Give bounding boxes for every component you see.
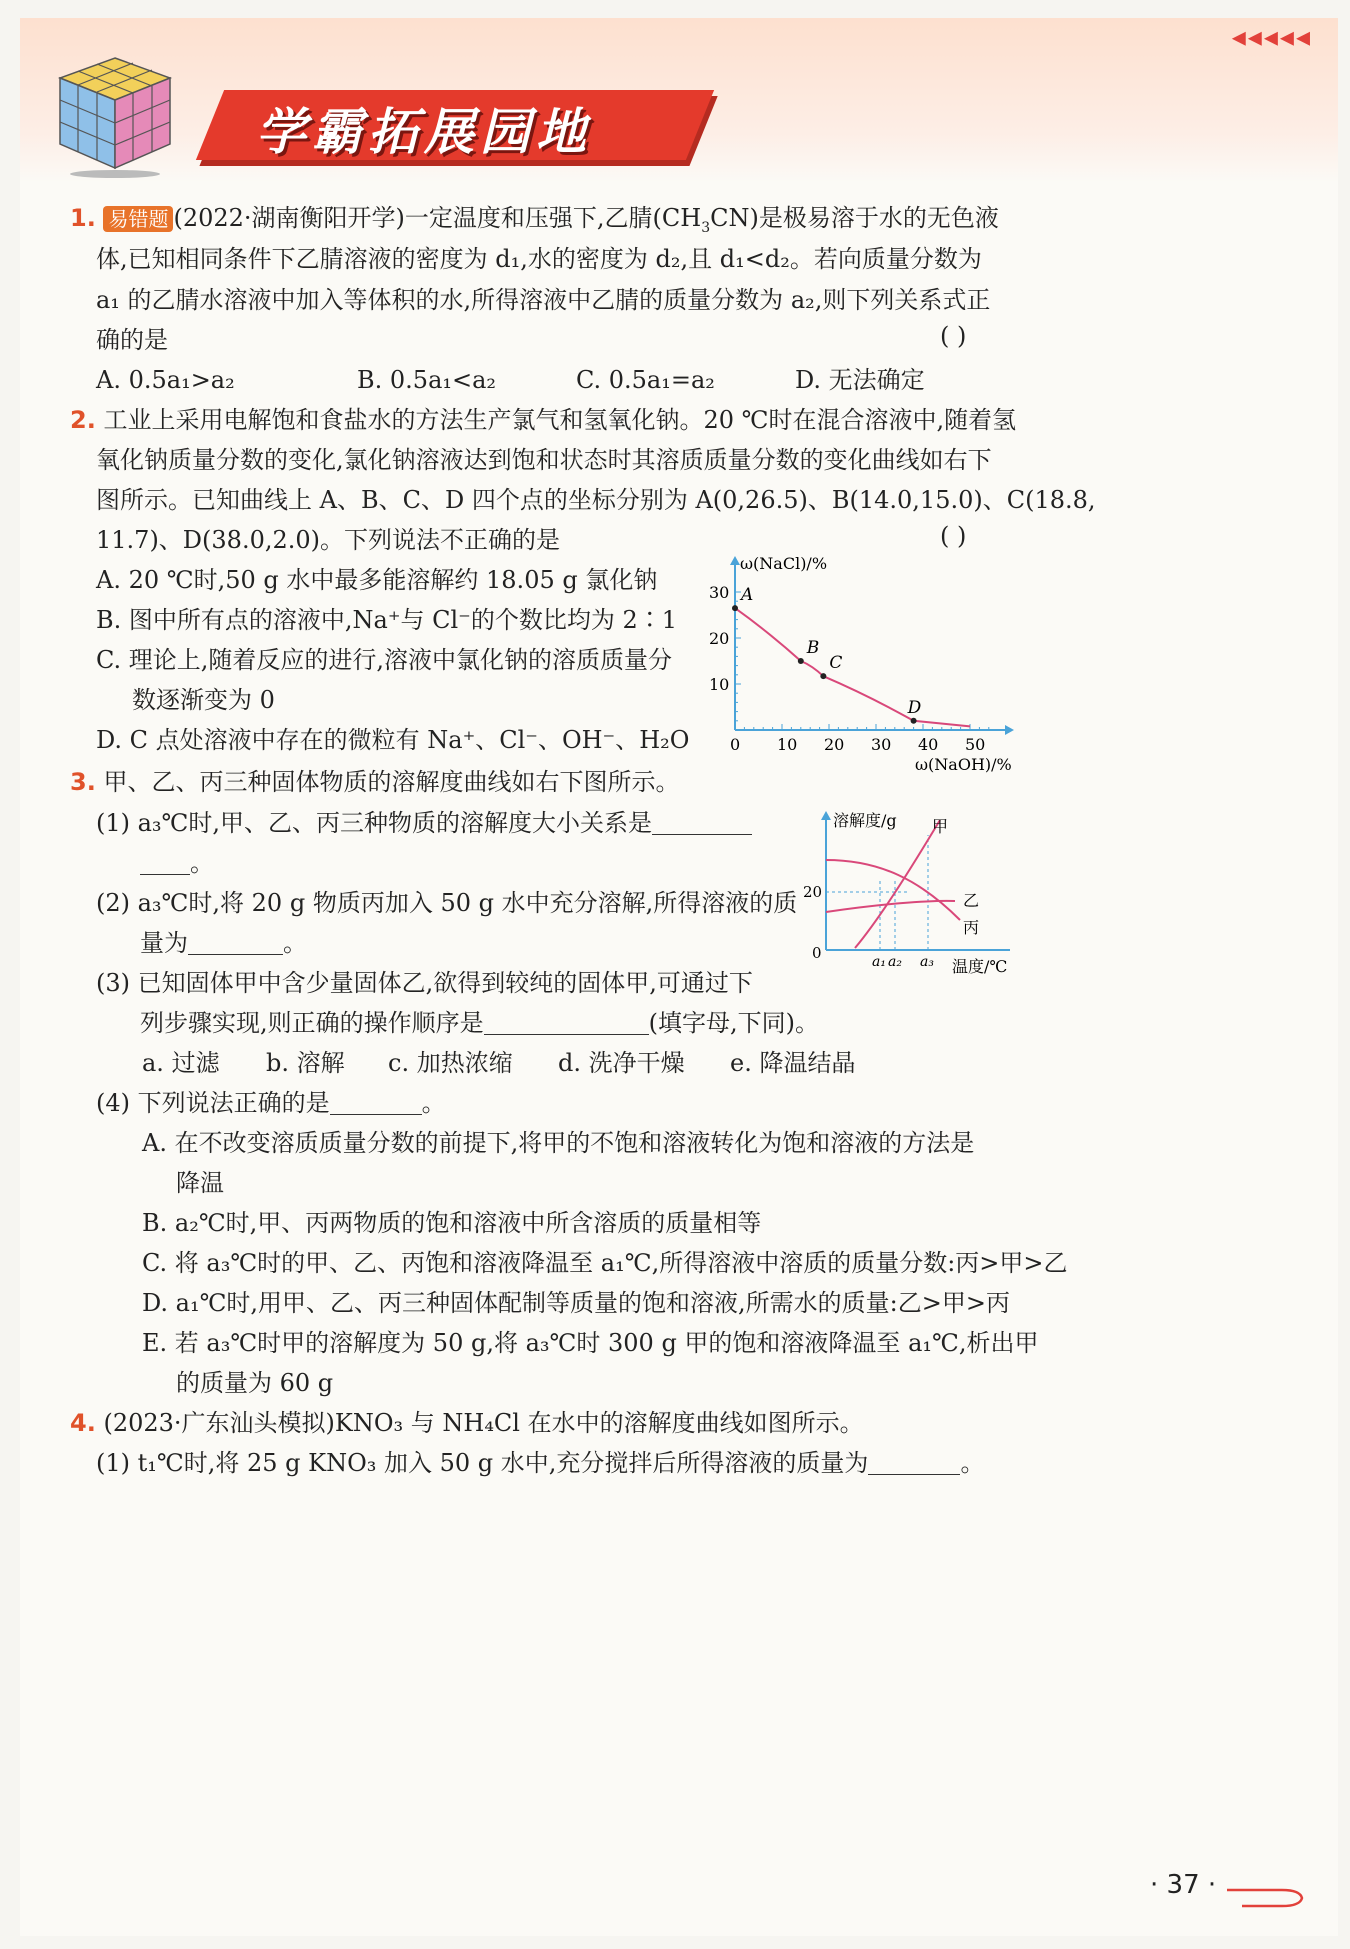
c2-ylabel: 溶解度/g: [833, 811, 897, 830]
c1-x-tick-label: 40: [918, 735, 939, 754]
c1-point-b: [798, 658, 804, 664]
c1-point-label-a: A: [741, 585, 754, 606]
q2-line4: 11.7)、D(38.0,2.0)。下列说法不正确的是: [96, 526, 561, 554]
c2-origin: 0: [812, 944, 822, 962]
c2-curve-bing: [826, 860, 960, 920]
q3-part4: (4) 下列说法正确的是 。: [96, 1089, 446, 1117]
c1-y-tick-label: 10: [709, 675, 730, 694]
c1-xlabel: ω(NaOH)/%: [915, 755, 1012, 774]
q2-number: 2.: [70, 406, 96, 434]
c2-label-bing: 丙: [963, 918, 980, 937]
q2-line3: 图所示。已知曲线上 A、B、C、D 四个点的坐标分别为 A(0,26.5)、B(14.0,15.0)、C(18.8,: [96, 486, 1096, 514]
q1-option-d: D. 无法确定: [795, 366, 925, 394]
rubiks-cube-icon: [50, 48, 180, 178]
q3-option-c: C. 将 a₃℃时的甲、乙、丙饱和溶液降温至 a₁℃,所得溶液中溶质的质量分数:丙>甲>乙: [142, 1249, 1068, 1277]
c1-y-arrow: [730, 556, 740, 565]
q1-line1: 1. 易错题 (2022·湖南衡阳开学)一定温度和压强下,乙腈$(CH_3CN)$是极易溶于水的无色液: [70, 204, 999, 236]
c1-x-tick-label: 30: [871, 735, 892, 754]
c1-y-tick-label: 20: [709, 629, 730, 648]
q3-option-d: D. a₁℃时,用甲、乙、丙三种固体配制等质量的饱和溶液,所需水的质量:乙>甲>丙: [142, 1289, 1010, 1317]
q3-option-b: B. a₂℃时,甲、丙两物质的饱和溶液中所含溶质的质量相等: [142, 1209, 762, 1237]
q3-part1-blank[interactable]: [652, 812, 752, 835]
q1-answer-paren: ( ): [940, 322, 967, 350]
c2-xlabel: 温度/℃: [952, 957, 1008, 976]
q4-part1: (1) t₁℃时,将 25 g KNO₃ 加入 50 g 水中,充分搅拌后所得溶液的质量为 。: [96, 1449, 985, 1477]
c1-x-tick-label: 10: [777, 735, 798, 754]
c1-nacl-curve: [735, 608, 970, 726]
c1-point-label-b: B: [806, 638, 820, 658]
q4-number: 4.: [70, 1409, 96, 1437]
c2-y-arrow: [821, 811, 831, 820]
q3-part3: (3) 已知固体甲中含少量固体乙,欲得到较纯的固体甲,可通过下: [96, 969, 753, 997]
nacl-naoh-chart: [700, 550, 1020, 780]
c2-xtick-a3: a₃: [920, 954, 934, 970]
q1-option-c: C. 0.5a₁=a₂: [576, 366, 715, 394]
c2-label-jia: 甲: [932, 817, 949, 836]
q1-option-b: B. 0.5a₁<a₂: [357, 366, 497, 394]
q2-option-a: A. 20 ℃时,50 g 水中最多能溶解约 18.05 g 氯化钠: [96, 566, 658, 594]
q3-step-c: c. 加热浓缩: [388, 1049, 513, 1077]
q4-line1: 4. (2023·广东汕头模拟)KNO₃ 与 NH₄Cl 在水中的溶解度曲线如图所示。: [70, 1409, 864, 1437]
q3-step-e: e. 降温结晶: [730, 1049, 856, 1077]
c2-curve-jia: [855, 820, 940, 948]
q2-option-b: B. 图中所有点的溶液中,Na⁺与 Cl⁻的个数比均为 2∶1: [96, 606, 678, 634]
q1-line4: 确的是: [96, 326, 168, 354]
solubility-chart: [800, 800, 1025, 985]
q3-part4-blank[interactable]: [330, 1092, 422, 1115]
q3-line1: 3. 甲、乙、丙三种固体物质的溶解度曲线如右下图所示。: [70, 768, 680, 796]
c1-y-tick-label: 30: [709, 583, 730, 602]
c1-ylabel: ω(NaCl)/%: [740, 554, 828, 573]
q1-line3: a₁ 的乙腈水溶液中加入等体积的水,所得溶液中乙腈的质量分数为 a₂,则下列关系式正: [96, 286, 991, 314]
c1-point-label-c: C: [829, 653, 843, 674]
c2-label-yi: 乙: [963, 891, 980, 910]
q3-number: 3.: [70, 768, 96, 796]
q3-part3-cont: 列步骤实现,则正确的操作顺序是 (填字母,下同)。: [140, 1009, 819, 1037]
q3-part2: (2) a₃℃时,将 20 g 物质丙加入 50 g 水中充分溶解,所得溶液的质: [96, 889, 798, 917]
q3-part2-blank[interactable]: [188, 932, 283, 955]
q2-line2: 氧化钠质量分数的变化,氯化钠溶液达到饱和状态时其溶质质量分数的变化曲线如右下: [96, 446, 992, 474]
c1-point-d: [911, 718, 917, 724]
q3-part1: (1) a₃℃时,甲、乙、丙三种物质的溶解度大小关系是: [96, 805, 752, 841]
c1-point-label-d: D: [907, 697, 922, 718]
q3-option-e: E. 若 a₃℃时甲的溶解度为 50 g,将 a₃℃时 300 g 甲的饱和溶液降温至 a₁℃,析出甲: [142, 1329, 1039, 1357]
q3-step-b: b. 溶解: [266, 1049, 345, 1077]
c1-x-tick-label: 50: [965, 735, 986, 754]
header-arrows: ◂◂◂◂◂: [1231, 20, 1312, 53]
q3-step-d: d. 洗净干燥: [558, 1049, 685, 1077]
q4-part1-blank[interactable]: [868, 1452, 960, 1475]
q1-line2: 体,已知相同条件下乙腈溶液的密度为 d₁,水的密度为 d₂,且 d₁<d₂。若向质量分数为: [96, 245, 982, 273]
c1-point-c: [820, 673, 826, 679]
c2-xtick-a2: a₂: [888, 954, 902, 970]
q1-number: 1.: [70, 204, 96, 232]
q2-answer-paren: ( ): [940, 522, 967, 550]
q3-part3-blank[interactable]: [484, 1012, 649, 1035]
q1-option-a: A. 0.5a₁>a₂: [96, 366, 235, 394]
q3-option-e-cont: 的质量为 60 g: [176, 1369, 334, 1397]
c1-x-arrow: [1005, 725, 1014, 735]
q2-option-c-cont: 数逐渐变为 0: [132, 686, 275, 714]
q3-option-a: A. 在不改变溶质质量分数的前提下,将甲的不饱和溶液转化为饱和溶液的方法是: [142, 1129, 975, 1157]
q3-part2-cont: 量为 。: [140, 929, 307, 957]
error-prone-badge: 易错题: [103, 206, 173, 232]
q3-option-a-cont: 降温: [176, 1169, 224, 1197]
page-number: · 37 ·: [1150, 1870, 1217, 1900]
page-number-swoosh-icon: [1222, 1880, 1312, 1910]
q2-option-d: D. C 点处溶液中存在的微粒有 Na⁺、Cl⁻、OH⁻、H₂O: [96, 726, 690, 754]
q2-option-c: C. 理论上,随着反应的进行,溶液中氯化钠的溶质质量分: [96, 646, 673, 674]
c1-point-a: [732, 605, 738, 611]
c2-curve-yi: [826, 901, 955, 912]
q2-line1: 2. 工业上采用电解饱和食盐水的方法生产氯气和氢氧化钠。20 ℃时在混合溶液中,随着氢: [70, 406, 1017, 434]
c1-x-tick-label: 20: [824, 735, 845, 754]
c2-ytick-20: 20: [803, 883, 823, 901]
c2-xtick-a1: a₁: [872, 954, 886, 970]
c1-x-tick-label: 0: [730, 735, 741, 754]
q3-step-a: a. 过滤: [142, 1049, 220, 1077]
q3-part1-cont: 。: [140, 845, 214, 881]
section-title: 学霸拓展园地: [256, 103, 592, 161]
q3-part1-blank-cont[interactable]: [140, 852, 190, 875]
